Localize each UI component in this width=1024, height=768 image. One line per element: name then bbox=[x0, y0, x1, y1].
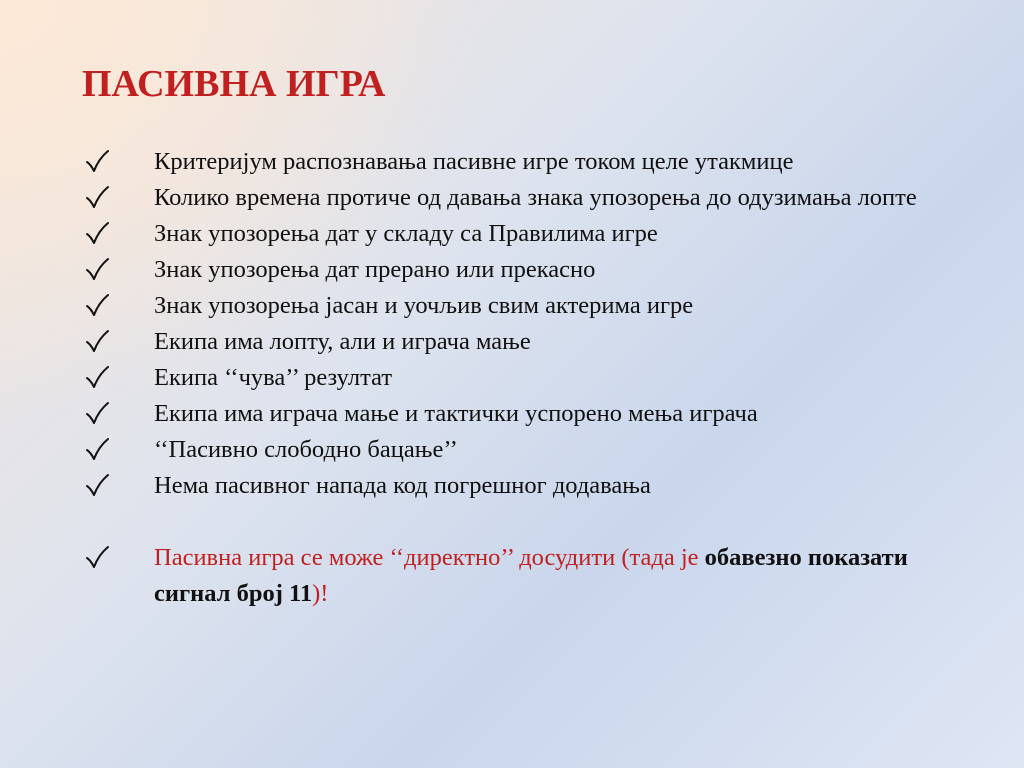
bullet-item bbox=[84, 288, 984, 324]
bullet-item bbox=[84, 252, 984, 288]
bullet-text: Нема пасивног напада код погрешног додавања bbox=[154, 472, 651, 499]
highlighted-text-end: )! bbox=[312, 580, 329, 607]
checkmark-icon bbox=[84, 292, 110, 318]
highlighted-bullet-item bbox=[84, 540, 984, 612]
slide-title: ПАСИВНА ИГРА bbox=[82, 63, 386, 105]
checkmark-icon bbox=[84, 256, 110, 282]
bullet-item bbox=[84, 432, 984, 468]
bullet-list bbox=[84, 144, 984, 612]
bullet-item bbox=[84, 324, 984, 360]
bullet-item bbox=[84, 396, 984, 432]
bullet-item bbox=[84, 468, 984, 504]
bullet-text: Знак упозорења јасан и уочљив свим актерима игре bbox=[154, 292, 694, 319]
highlighted-bullet-text bbox=[154, 544, 908, 607]
checkmark-icon bbox=[84, 400, 110, 426]
highlighted-text-bold: обавезно показати сигнал број 11 bbox=[154, 544, 908, 607]
bullet-text: Екипа ‘‘чува’’ резултат bbox=[154, 364, 393, 391]
highlighted-text-start: Пасивна игра се може ‘‘директно’’ досудити (тада је bbox=[154, 544, 705, 571]
checkmark-icon bbox=[84, 436, 110, 462]
checkmark-icon bbox=[84, 364, 110, 390]
bullet-text: Критеријум распознавања пасивне игре током целе утакмице bbox=[154, 148, 794, 175]
bullet-item bbox=[84, 180, 984, 216]
bullet-text: Екипа има лопту, али и играча мање bbox=[154, 328, 531, 355]
checkmark-icon bbox=[84, 472, 110, 498]
bullet-item bbox=[84, 144, 984, 180]
checkmark-icon bbox=[84, 328, 110, 354]
bullet-item bbox=[84, 360, 984, 396]
bullet-text: Колико времена протиче од давања знака упозорења до одузимања лопте bbox=[154, 184, 917, 211]
checkmark-icon bbox=[84, 184, 110, 210]
checkmark-icon bbox=[84, 544, 110, 570]
bullet-text: Знак упозорења дат у складу са Правилима игре bbox=[154, 220, 658, 247]
bullet-item bbox=[84, 216, 984, 252]
bullet-text: ‘‘Пасивно слободно бацање’’ bbox=[154, 436, 458, 463]
bullet-text: Знак упозорења дат прерано или прекасно bbox=[154, 256, 596, 283]
checkmark-icon bbox=[84, 220, 110, 246]
checkmark-icon bbox=[84, 148, 110, 174]
bullet-text: Екипа има играча мање и тактички успорено мења играча bbox=[154, 400, 758, 427]
